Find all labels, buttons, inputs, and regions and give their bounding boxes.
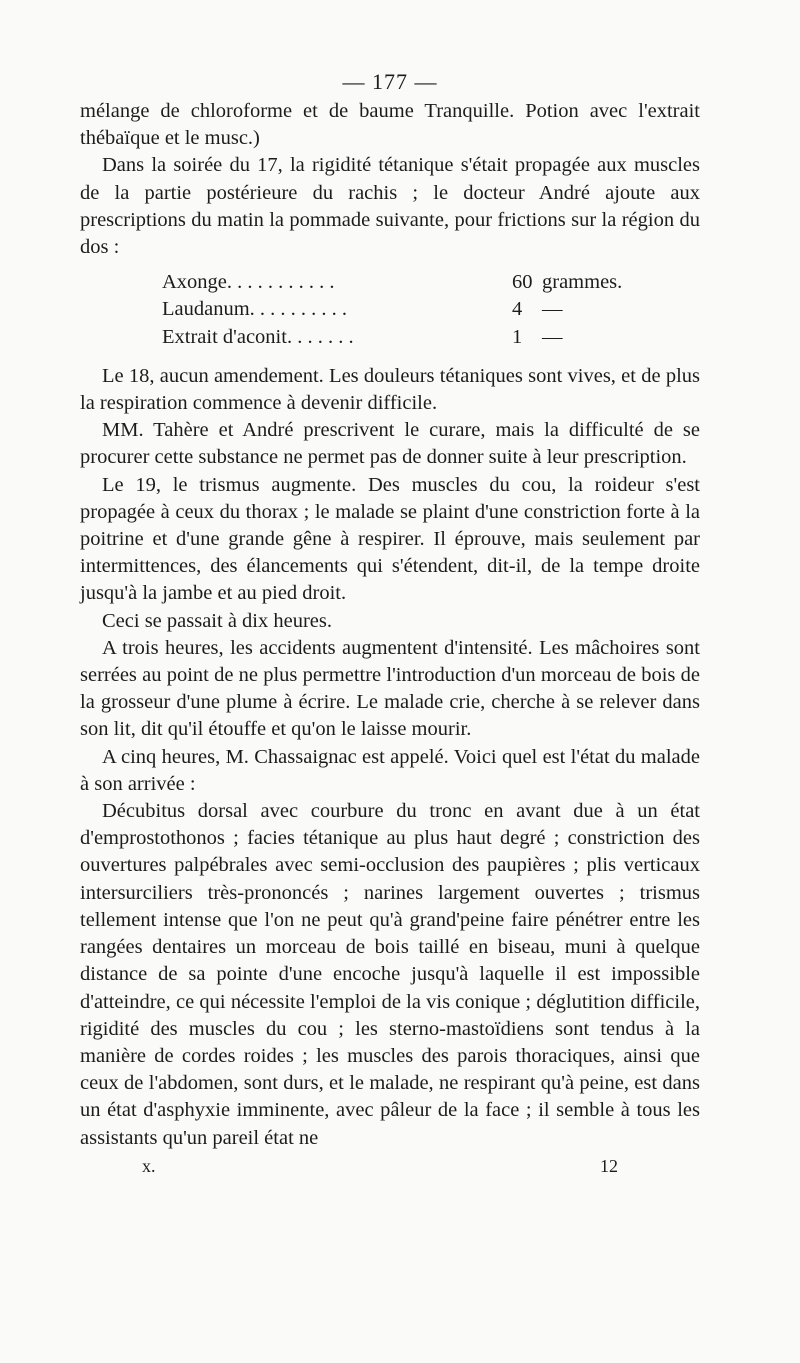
paragraph: A trois heures, les accidents augmentent d'intensité. Les mâchoires sont serrées au point de ne plus permettre l'introduction d'un morceau de bois de la grosseur d'une plume à écrire. Le malade crie, cherche à se relever dans son lit, dit qu'il étouffe et qu'on le laisse mourir. (80, 636, 700, 741)
page-footer (80, 1156, 700, 1186)
prescription-row (162, 324, 632, 351)
ingredient-quantity: 1 (512, 325, 523, 348)
prescription-row (162, 269, 632, 296)
ingredient-name: Axonge. . . . . . . . . . . (162, 271, 335, 294)
ingredient-unit: grammes. (542, 271, 623, 294)
book-page (80, 68, 700, 1186)
paragraph: Le 18, aucun amendement. Les douleurs tétaniques sont vives, et de plus la respiration commence à devenir difficile. (80, 364, 700, 415)
paragraph: A cinq heures, M. Chassaignac est appelé. Voici quel est l'état du malade à son arrivée : (80, 745, 700, 795)
paragraph: Ceci se passait à dix heures. (102, 609, 332, 632)
ingredient-quantity: 4 (512, 298, 523, 321)
paragraph: Décubitus dorsal avec courbure du tronc en avant due à un état d'emprostothonos ; facies tétanique au plus haut degré ; constriction des ouvertures palpébrales avec semi-occlusion des paupières ; plis verticaux intersurciliers très-prononcés ; narines largement ouvertes ; trismus tellement intense que l'on ne peut qu'à grand'peine faire pénétrer entre les rangées dentaires un morceau de bois taillé en biseau, muni à quelque distance de sa pointe d'une encoche jusqu'à laquelle il est impossible d'atteindre, ce qui nécessite l'emploi de la vis conique ; déglutition difficile, rigidité des muscles du cou ; les sterno-mastoïdiens sont tendus à la manière de cordes roides ; les muscles des parois thoraciques, ainsi que ceux de l'abdomen, sont durs, et le malade, ne respirant qu'à peine, est dans un état d'asphyxie imminente, avec pâleur de la face ; il semble à tous les assistants qu'un pareil état ne (80, 800, 700, 1149)
ingredient-unit: — (542, 325, 563, 348)
ingredient-quantity: 60 (512, 271, 533, 294)
ingredient-name: Laudanum. . . . . . . . . . (162, 298, 348, 321)
signature-mark-right: 12 (600, 1155, 618, 1176)
prescription-row (162, 296, 632, 323)
paragraph-continuation: mélange de chloroforme et de baume Tranquille. Potion avec l'extrait thébaïque et le musc.) (80, 100, 700, 150)
signature-mark-left: x. (142, 1155, 156, 1176)
paragraph: Le 19, le trismus augmente. Des muscles du cou, la roideur s'est propagée à ceux du thorax ; le malade se plaint d'une constriction forte à la poitrine et d'une grande gêne à respirer. Il éprouve, mais seulement par intermittences, des élancements qui s'étendent, dit-il, de la tempe droite jusqu'à la jambe et au pied droit. (80, 473, 700, 605)
page-number: — 177 — (342, 69, 438, 94)
paragraph: MM. Tahère et André prescrivent le curare, mais la difficulté de se procurer cette substance ne permet pas de donner suite à leur prescription. (80, 419, 700, 469)
ingredient-unit: — (542, 298, 563, 321)
paragraph: Dans la soirée du 17, la rigidité tétanique s'était propagée aux muscles de la partie postérieure du rachis ; le docteur André ajoute aux prescriptions du matin la pommade suivante, pour frictions sur la région du dos : (80, 154, 700, 259)
prescription-list (162, 269, 632, 351)
ingredient-name: Extrait d'aconit. . . . . . . (162, 325, 354, 348)
